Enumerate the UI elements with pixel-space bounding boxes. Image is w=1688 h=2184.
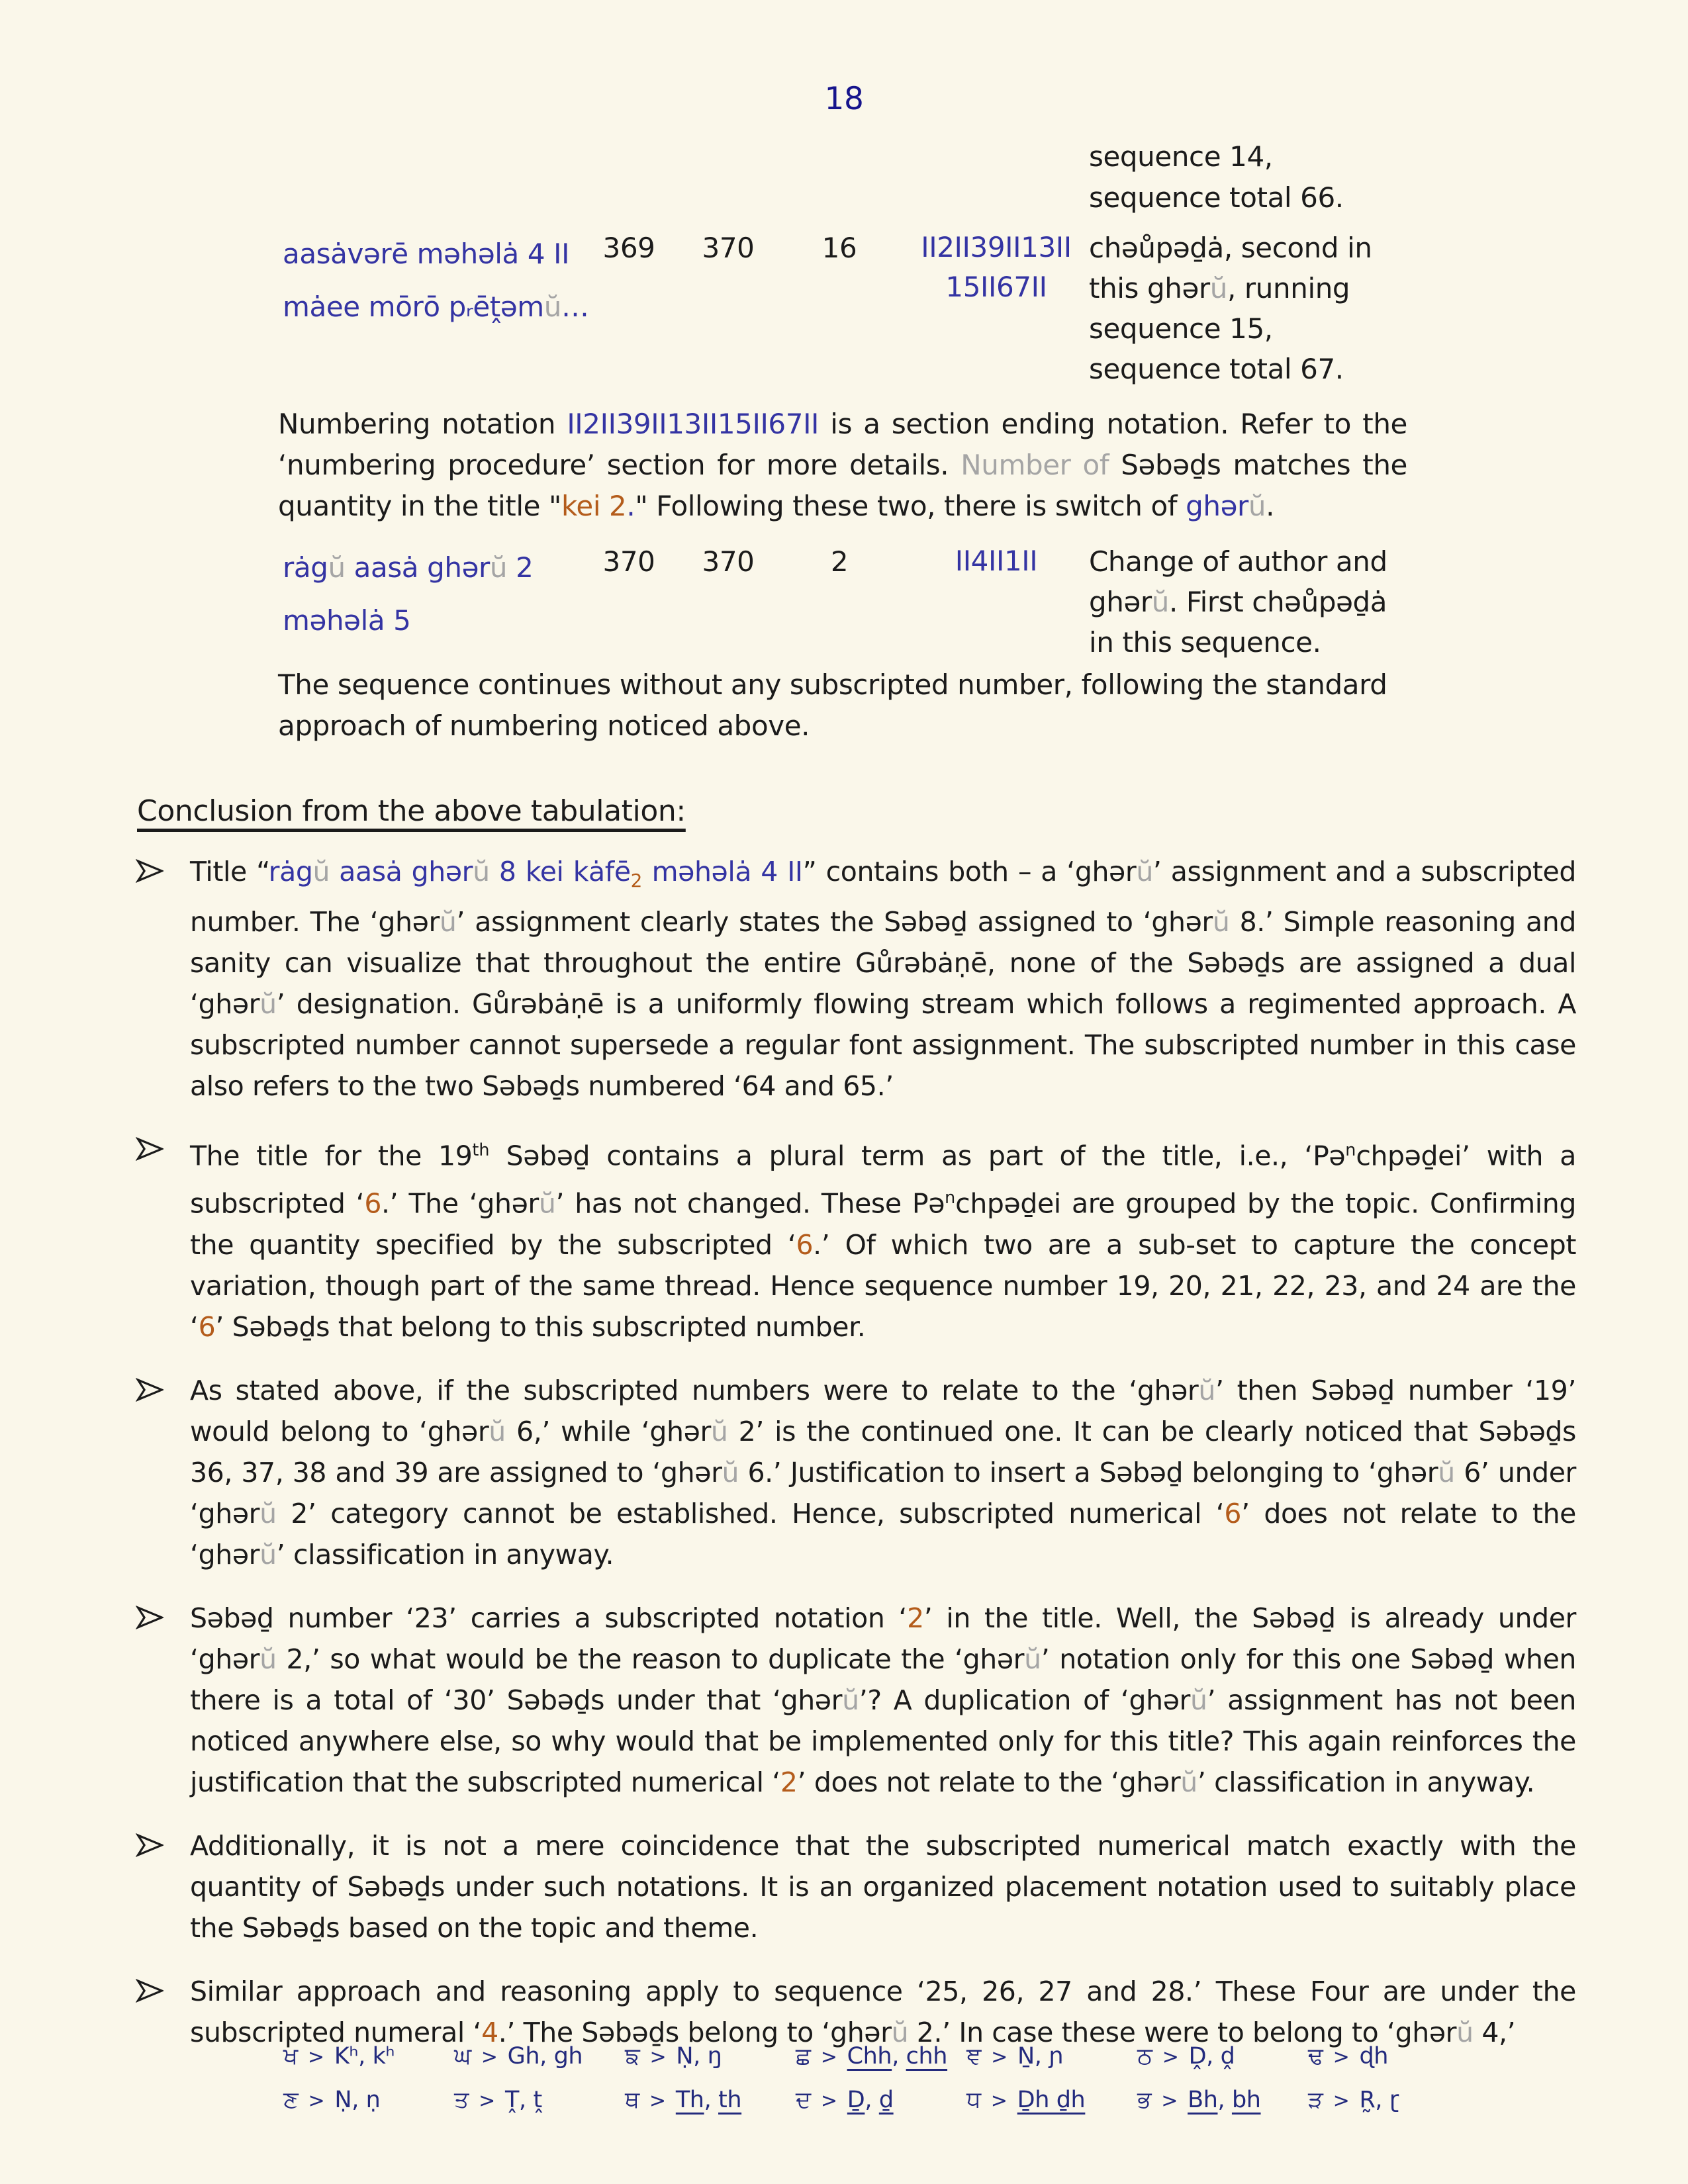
text-run: aasȧ ghər: [345, 551, 490, 584]
text-run: 2: [780, 1766, 798, 1798]
gurmukhi-letter: ਢ: [1308, 2043, 1323, 2070]
page-start-cell: 369: [602, 232, 655, 264]
text-run: chpəḏei are grouped by the topic. Confirming the quantity specified by the subscripted ‘: [190, 1187, 1576, 1261]
description-cell: [1089, 541, 1388, 662]
notation-cell: [908, 228, 1084, 307]
text-run: ’ does not relate to the ‘ghər: [190, 1497, 1576, 1570]
sabad-title-cell: [283, 228, 607, 334]
text-run: is a section ending notation. Refer to the ‘numbering procedure’ section for more details.: [278, 408, 1407, 481]
text-run: Number of: [961, 449, 1121, 481]
text-run: aasȧ ghər: [330, 856, 473, 887]
description-cell: [1089, 228, 1388, 389]
text-run: ’ assignment clearly states the Səbəḏ assigned to ‘ghər: [456, 906, 1213, 938]
text-run: 6: [796, 1228, 814, 1261]
gurmukhi-letter: ਘ: [454, 2043, 471, 2070]
text-run: ŭ: [473, 856, 490, 887]
text-run: ŭ: [1456, 2016, 1474, 2048]
text-run: ŭ: [259, 1643, 277, 1675]
text-run: məhəlȧ 5: [283, 604, 411, 637]
text-run: ŭ: [1209, 272, 1228, 304]
text-run: ’ designation. Gůrəbȧṇē is a uniformly flowing stream which follows a regimented approach. A subscripted number cannot supersede a regular font assignment. The subscripted number in this case also refers to the two Səbəḏs numbered ‘64 and 65.’: [190, 988, 1576, 1103]
text-run: ŭ: [1198, 1374, 1215, 1406]
text-run: II4II1II: [955, 545, 1038, 577]
text-run: 2’ category cannot be established. Hence, subscripted numerical ‘: [276, 1497, 1225, 1529]
text-run: rȧg: [268, 856, 313, 887]
conclusion-bullet-list: [136, 851, 1576, 2075]
maps-to-symbol: >: [1327, 2046, 1356, 2069]
conclusion-bullet-6: [136, 1971, 1576, 2053]
maps-to-symbol: >: [1156, 2046, 1185, 2069]
text-run: 8.’ Simple reasoning and sanity can visualize that throughout the entire Gůrəbȧṇē, none of the Səbəḏs are assigned a dual ‘ghər: [190, 906, 1576, 1021]
text-run: 2,’ so what would be the reason to duplicate the ‘ghər: [276, 1643, 1025, 1675]
gurmukhi-letter: ਣ: [283, 2087, 299, 2113]
text-run: The title for the 19: [190, 1140, 473, 1172]
text-run: mȧee mōrō pᵣēṱəm: [283, 291, 544, 323]
maps-to-symbol: >: [1327, 2089, 1356, 2113]
text-run: ’ does not relate to the ‘ghər: [797, 1766, 1181, 1798]
maps-to-symbol: >: [301, 2046, 330, 2069]
latin-equivalent: Ḓ, ḓ: [1188, 2043, 1235, 2070]
latin-equivalent: Ṱ, ṱ: [505, 2087, 542, 2113]
text-run: Similar approach and reasoning apply to sequence ‘25, 26, 27 and 28.’ These Four are under the subscripted numeral ‘: [190, 1975, 1576, 2048]
text-run: ’ Səbəḏs that belong to this subscripted number.: [215, 1310, 866, 1343]
latin-equivalent: ɖh: [1359, 2043, 1389, 2070]
sabad-title-cell: [283, 541, 607, 647]
text-run: .: [1266, 490, 1275, 522]
text-run: Change of author and ghər: [1089, 545, 1387, 618]
bullet-text: [190, 1971, 1576, 2053]
maps-to-symbol: >: [814, 2046, 843, 2069]
gurmukhi-letter: ਥ: [625, 2087, 639, 2113]
gurmukhi-letter: ਖ: [283, 2043, 298, 2070]
sequence-note-paragraph: [278, 664, 1430, 747]
maps-to-symbol: >: [643, 2089, 672, 2113]
transliteration-entry: [966, 2086, 1137, 2115]
latin-equivalent: Ṉ, ɲ: [1017, 2043, 1064, 2070]
maps-to-symbol: >: [984, 2046, 1013, 2069]
text-run: 6: [364, 1187, 381, 1220]
table-continuation-note: [1089, 136, 1393, 218]
text-run: ŭ: [1438, 1456, 1455, 1488]
page-start-cell: 370: [602, 545, 655, 578]
maps-to-symbol: >: [984, 2089, 1013, 2113]
bullet-arrow-icon: [136, 1825, 167, 1948]
text-run: .’ The ‘ghər: [381, 1187, 539, 1220]
latin-equivalent: Kʰ, kʰ: [334, 2043, 395, 2070]
numbering-note-paragraph: [278, 404, 1407, 527]
text-run: 6’ under ‘ghər: [190, 1456, 1576, 1529]
bullet-arrow-icon: [136, 1370, 167, 1575]
page-end-cell: 370: [702, 545, 755, 578]
text-run: 4: [481, 2016, 498, 2048]
text-run: Səbəḏ number ‘23’ carries a subscripted notation ‘: [190, 1602, 908, 1634]
text-run: ghər: [1186, 490, 1248, 522]
bullet-text: [190, 1370, 1576, 1575]
transliteration-entry: [283, 2086, 454, 2115]
text-run: Title “: [190, 856, 269, 887]
text-run: Səbəḏ contains a plural term as part of the title, i.e., ‘Pə: [489, 1140, 1346, 1172]
text-run: Additionally, it is not a mere coincidence that the subscripted numerical match exactly with the quantity of Səbəḏs under such notations. It is an organized placement notation used to suitably place the Səbəḏs based on the topic and theme.: [190, 1829, 1576, 1944]
text-run: .’ Of which two are a sub-set to capture the concept variation, though part of the same thread. Hence sequence number 19, 20, 21, 22, 23, and 24 are the ‘: [190, 1228, 1576, 1343]
text-run: 2’ is the continued one. It can be clearly noticed that Səbəḏs 36, 37, 38 and 39 are assigned to ‘ghər: [190, 1415, 1576, 1488]
text-run: ŭ: [259, 1538, 277, 1570]
text-run: ŭ: [259, 1497, 277, 1529]
bullet-arrow-icon: [136, 1971, 167, 2053]
transliteration-entry: [1137, 2086, 1308, 2115]
text-run: As stated above, if the subscripted numbers were to relate to the ‘ghər: [190, 1374, 1199, 1406]
gurmukhi-letter: ੜ: [1308, 2087, 1323, 2113]
gurmukhi-letter: ਛ: [796, 2043, 811, 2070]
text-run: ” contains both – a ‘ghər: [802, 856, 1137, 887]
latin-equivalent: Ṇ, ṇ: [334, 2087, 381, 2113]
transliteration-entry: [966, 2042, 1137, 2071]
bullet-text: [190, 1825, 1576, 1948]
text-run: ’ then Səbəḏ number ‘19’ would belong to ‘ghər: [190, 1374, 1576, 1447]
bullet-arrow-icon: [136, 1129, 167, 1347]
text-run: II2II39II13II15II67II: [567, 408, 820, 440]
text-run: …: [561, 291, 589, 323]
text-run: ŭ: [1248, 490, 1266, 522]
maps-to-symbol: >: [475, 2046, 504, 2069]
text-run: .: [626, 490, 635, 522]
text-run: rȧg: [283, 551, 328, 584]
text-run: Numbering notation: [278, 408, 567, 440]
maps-to-symbol: >: [302, 2089, 331, 2113]
text-run: n: [1345, 1140, 1356, 1160]
gurmukhi-letter: ਭ: [1137, 2087, 1152, 2113]
transliteration-entry: [796, 2086, 966, 2115]
text-run: ŭ: [1024, 1643, 1041, 1675]
text-run: .’ The Səbəḏs belong to ‘ghər: [498, 2016, 892, 2048]
text-run: ŭ: [538, 1187, 556, 1220]
latin-equivalent: Ṇ, ŋ: [676, 2043, 722, 2070]
text-run: ’ assignment and a subscripted number. The ‘ghər: [190, 856, 1576, 938]
text-run: ’ notation only for this one Səbəḏ when there is a total of ‘30’ Səbəḏs under that ‘ghər: [190, 1643, 1576, 1716]
text-run: . First chəůpəḏȧ in this sequence.: [1089, 586, 1387, 659]
bullet-arrow-icon: [136, 1598, 167, 1803]
latin-equivalent: Chh, chh: [847, 2043, 948, 2070]
conclusion-bullet-5: [136, 1825, 1576, 1948]
text-run: ŭ: [710, 1415, 728, 1447]
gurmukhi-letter: ਧ: [966, 2087, 981, 2113]
bullet-arrow-icon: [136, 851, 167, 1107]
text-run: 2: [630, 870, 643, 892]
text-run: ŭ: [1212, 906, 1230, 938]
text-run: ŭ: [1180, 1766, 1197, 1798]
text-run: ŭ: [489, 551, 508, 584]
latin-equivalent: Gh, gh: [507, 2043, 583, 2070]
text-run: ŭ: [1190, 1684, 1207, 1716]
count-cell: 2: [830, 545, 849, 578]
text-run: 8 kei kȧfē: [489, 856, 631, 887]
text-run: 15II67II: [945, 271, 1047, 303]
bullet-text: [190, 1129, 1576, 1347]
text-run: 6: [198, 1310, 216, 1343]
page-number: 18: [824, 81, 864, 117]
transliteration-entry: [454, 2042, 625, 2071]
text-run: 2: [907, 1602, 924, 1634]
text-run: ŭ: [1136, 856, 1153, 887]
gurmukhi-letter: ਦ: [796, 2087, 811, 2113]
gurmukhi-letter: ਤ: [454, 2087, 469, 2113]
text-run: chəůpəḏȧ, second in this ghər: [1089, 232, 1372, 304]
text-run: sequence total 66.: [1089, 181, 1344, 214]
latin-equivalent: Ḏh ḏh: [1017, 2087, 1086, 2113]
latin-equivalent: Th, th: [675, 2087, 742, 2113]
text-run: th: [472, 1140, 490, 1160]
conclusion-bullet-4: [136, 1598, 1576, 1803]
transliteration-entry: [625, 2042, 796, 2071]
latin-equivalent: Ḏ, ḏ: [847, 2087, 894, 2113]
conclusion-bullet-3: [136, 1370, 1576, 1575]
text-run: 6.’ Justification to insert a Səbəḏ belonging to ‘ghər: [739, 1456, 1438, 1488]
text-run: ’? A duplication of ‘ghər: [859, 1684, 1191, 1716]
text-run: ŭ: [891, 2016, 909, 2048]
text-run: " Following these two, there is switch of: [635, 490, 1186, 522]
transliteration-entry: [625, 2086, 796, 2115]
bullet-text: [190, 851, 1576, 1107]
text-run: ŭ: [543, 291, 562, 323]
text-run: ’ in the title. Well, the Səbəḏ is already under ‘ghər: [190, 1602, 1576, 1675]
gurmukhi-letter: ਞ: [966, 2043, 981, 2070]
text-run: , running sequence 15, sequence total 67.: [1089, 272, 1350, 385]
transliteration-entry: [1308, 2086, 1479, 2115]
text-run: ŭ: [439, 906, 457, 938]
page-end-cell: 370: [702, 232, 755, 264]
count-cell: 16: [821, 232, 857, 264]
text-run: II2II39II13II: [921, 231, 1072, 263]
text-run: n: [945, 1187, 956, 1207]
maps-to-symbol: >: [1155, 2089, 1184, 2113]
maps-to-symbol: >: [814, 2089, 843, 2113]
conclusion-bullet-1: [136, 851, 1576, 1107]
conclusion-bullet-2: [136, 1129, 1576, 1347]
text-run: sequence 14,: [1089, 140, 1273, 173]
text-run: Səbəḏs matches the quantity in the title ": [278, 449, 1407, 522]
transliteration-key: [283, 2042, 1475, 2115]
text-run: ’ classification in anyway.: [1197, 1766, 1535, 1798]
text-run: ŭ: [312, 856, 330, 887]
conclusion-heading: Conclusion from the above tabulation:: [137, 794, 686, 828]
text-run: ŭ: [328, 551, 346, 584]
text-run: 6,’ while ‘ghər: [505, 1415, 711, 1447]
latin-equivalent: R̰, ɽ: [1359, 2087, 1399, 2113]
text-run: məhəlȧ 4 II: [642, 856, 803, 887]
text-run: ŭ: [1151, 586, 1170, 618]
maps-to-symbol: >: [473, 2089, 502, 2113]
text-run: ŭ: [842, 1684, 859, 1716]
text-run: 2: [507, 551, 534, 584]
text-run: ŭ: [489, 1415, 506, 1447]
latin-equivalent: Bh, bh: [1188, 2087, 1261, 2113]
text-run: 6: [1224, 1497, 1242, 1529]
text-run: chpəḏei’ with a subscripted ‘: [190, 1140, 1576, 1220]
transliteration-entry: [283, 2042, 454, 2071]
text-run: kei 2: [561, 490, 627, 522]
gurmukhi-letter: ਙ: [625, 2043, 640, 2070]
text-run: The sequence continues without any subscripted number, following the standard approach of numbering noticed above.: [278, 668, 1387, 742]
transliteration-entry: [1137, 2042, 1308, 2071]
text-run: aasȧvərē məhəlȧ 4 II: [283, 238, 570, 270]
transliteration-entry: [1308, 2042, 1479, 2071]
transliteration-entry: [796, 2042, 966, 2071]
text-run: ’ classification in anyway.: [276, 1538, 614, 1570]
text-run: ŭ: [259, 988, 277, 1021]
notation-cell: [908, 541, 1084, 581]
text-run: ’ has not changed. These Pə: [555, 1187, 945, 1220]
maps-to-symbol: >: [643, 2046, 673, 2069]
gurmukhi-letter: ਠ: [1137, 2043, 1152, 2070]
text-run: 2.’ In case these were to belong to ‘ghər: [908, 2016, 1457, 2048]
text-run: ’ assignment has not been noticed anywhere else, so why would that be implemented only for this title? This again reinforces the justification that the subscripted numerical ‘: [190, 1684, 1577, 1798]
bullet-text: [190, 1598, 1576, 1803]
transliteration-entry: [454, 2086, 625, 2115]
text-run: ŭ: [722, 1456, 739, 1488]
text-run: 4,’: [1473, 2016, 1516, 2048]
